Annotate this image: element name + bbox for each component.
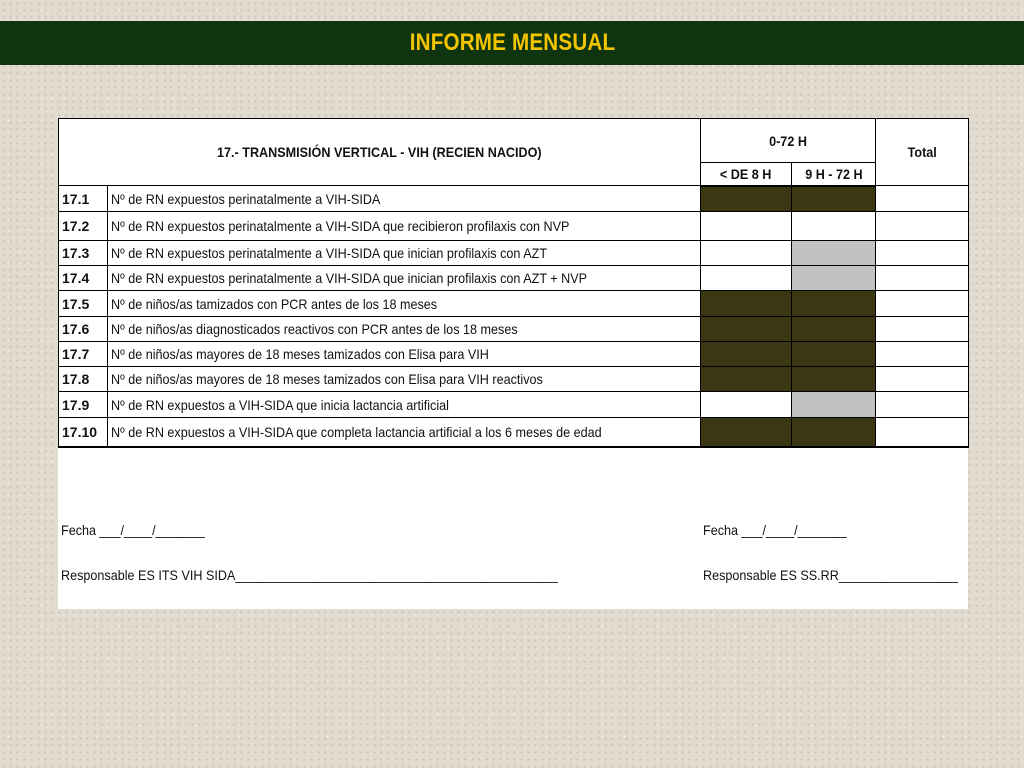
table-row xyxy=(59,266,969,291)
cell-total[interactable] xyxy=(876,266,969,291)
cell-9-72h xyxy=(792,291,876,317)
row-number: 17.8 xyxy=(59,367,108,392)
row-description: Nº de RN expuestos perinatalmente a VIH-SIDA que inician profilaxis con AZT xyxy=(108,241,701,266)
cell-9-72h xyxy=(792,186,876,212)
cell-total[interactable] xyxy=(876,367,969,392)
cell-lt8h[interactable] xyxy=(701,241,792,266)
section-title: 17.- TRANSMISIÓN VERTICAL - VIH (RECIEN NACIDO) xyxy=(59,119,701,186)
row-description: Nº de niños/as mayores de 18 meses tamizados con Elisa para VIH xyxy=(108,342,701,367)
title-bar xyxy=(0,21,1024,65)
page-title: INFORME MENSUAL xyxy=(409,29,615,56)
report-table xyxy=(58,118,969,448)
report-sheet xyxy=(58,118,968,609)
cell-lt8h xyxy=(701,291,792,317)
cell-lt8h[interactable] xyxy=(701,212,792,241)
table-row xyxy=(59,186,969,212)
cell-total[interactable] xyxy=(876,186,969,212)
row-number: 17.4 xyxy=(59,266,108,291)
cell-total[interactable] xyxy=(876,317,969,342)
table-row xyxy=(59,367,969,392)
cell-total[interactable] xyxy=(876,212,969,241)
table-row xyxy=(59,392,969,418)
row-number: 17.10 xyxy=(59,418,108,447)
row-description: Nº de niños/as tamizados con PCR antes de los 18 meses xyxy=(108,291,701,317)
row-number: 17.7 xyxy=(59,342,108,367)
table-row xyxy=(59,317,969,342)
row-description: Nº de RN expuestos perinatalmente a VIH-SIDA xyxy=(108,186,701,212)
footer-date-left: Fecha ___/____/_______ xyxy=(61,522,205,538)
cell-9-72h[interactable] xyxy=(792,212,876,241)
row-number: 17.5 xyxy=(59,291,108,317)
sub-header-9-72h: 9 H - 72 H xyxy=(792,163,876,186)
row-number: 17.9 xyxy=(59,392,108,418)
cell-lt8h xyxy=(701,342,792,367)
table-row xyxy=(59,418,969,447)
cell-total[interactable] xyxy=(876,241,969,266)
cell-9-72h xyxy=(792,418,876,447)
row-number: 17.1 xyxy=(59,186,108,212)
footer-responsible-left: Responsable ES ITS VIH SIDA______________________________________________ xyxy=(61,567,558,583)
table-row xyxy=(59,212,969,241)
cell-total[interactable] xyxy=(876,392,969,418)
cell-lt8h xyxy=(701,317,792,342)
row-description: Nº de RN expuestos a VIH-SIDA que inicia lactancia artificial xyxy=(108,392,701,418)
cell-9-72h xyxy=(792,367,876,392)
cell-total[interactable] xyxy=(876,418,969,447)
table-row xyxy=(59,342,969,367)
cell-9-72h xyxy=(792,266,876,291)
group-header: 0-72 H xyxy=(701,119,876,163)
cell-9-72h xyxy=(792,392,876,418)
cell-lt8h xyxy=(701,418,792,447)
footer-date-right: Fecha ___/____/_______ xyxy=(703,522,847,538)
row-description: Nº de RN expuestos a VIH-SIDA que completa lactancia artificial a los 6 meses de edad xyxy=(108,418,701,447)
table-row xyxy=(59,241,969,266)
row-description: Nº de RN expuestos perinatalmente a VIH-SIDA que recibieron profilaxis con NVP xyxy=(108,212,701,241)
cell-9-72h xyxy=(792,342,876,367)
row-number: 17.2 xyxy=(59,212,108,241)
row-description: Nº de niños/as mayores de 18 meses tamizados con Elisa para VIH reactivos xyxy=(108,367,701,392)
row-number: 17.3 xyxy=(59,241,108,266)
row-description: Nº de RN expuestos perinatalmente a VIH-SIDA que inician profilaxis con AZT + NVP xyxy=(108,266,701,291)
cell-lt8h xyxy=(701,367,792,392)
table-row xyxy=(59,291,969,317)
cell-lt8h[interactable] xyxy=(701,392,792,418)
sub-header-lt8h: < DE 8 H xyxy=(701,163,792,186)
cell-total[interactable] xyxy=(876,342,969,367)
cell-9-72h xyxy=(792,317,876,342)
total-header: Total xyxy=(876,119,969,186)
cell-9-72h xyxy=(792,241,876,266)
footer-responsible-right: Responsable ES SS.RR_________________ xyxy=(703,567,959,583)
row-description: Nº de niños/as diagnosticados reactivos con PCR antes de los 18 meses xyxy=(108,317,701,342)
cell-lt8h[interactable] xyxy=(701,266,792,291)
cell-total[interactable] xyxy=(876,291,969,317)
row-number: 17.6 xyxy=(59,317,108,342)
cell-lt8h xyxy=(701,186,792,212)
